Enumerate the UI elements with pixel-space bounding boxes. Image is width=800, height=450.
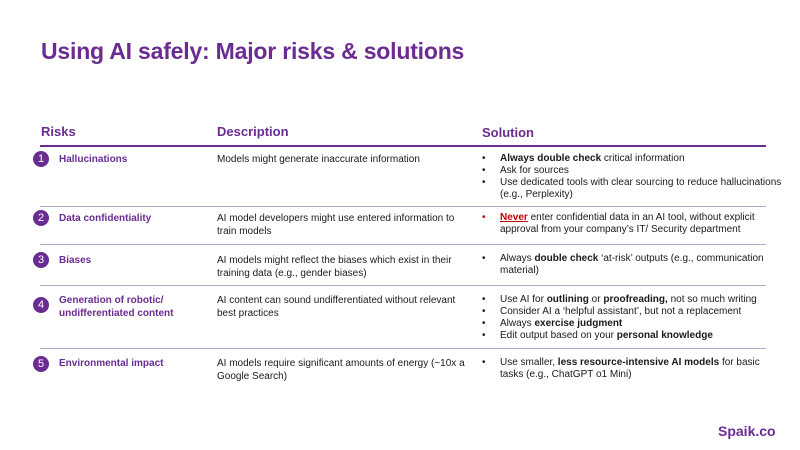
solution-list bbox=[482, 153, 782, 201]
solution-list bbox=[482, 212, 782, 236]
solution-item: • Always exercise judgment bbox=[482, 318, 782, 330]
risk-name: Data confidentiality bbox=[59, 213, 152, 224]
solution-item: • Always double check ‘at-risk’ outputs (e.g., communication material) bbox=[482, 253, 782, 277]
solution-column-header: Solution bbox=[482, 125, 534, 140]
solution-item: • Edit output based on your personal knowledge bbox=[482, 330, 782, 342]
solution-list bbox=[482, 357, 782, 381]
risk-name: Biases bbox=[59, 255, 92, 266]
header-divider bbox=[40, 145, 766, 147]
solution-item: • Always double check critical information bbox=[482, 153, 782, 165]
risks-column-header: Risks bbox=[41, 124, 76, 139]
number-badge: 3 bbox=[33, 252, 49, 268]
solution-item: • Ask for sources bbox=[482, 165, 782, 177]
risk-description: Models might generate inaccurate information bbox=[217, 154, 420, 165]
row-divider bbox=[40, 348, 766, 349]
page-title: Using AI safely: Major risks & solutions bbox=[41, 38, 465, 64]
solution-item: • Use dedicated tools with clear sourcing to reduce hallucinations (e.g., Perplexity) bbox=[482, 177, 782, 201]
solution-list bbox=[482, 253, 782, 277]
number-badge: 5 bbox=[33, 356, 49, 372]
risk-description: AI content can sound undifferentiated without relevant best practices bbox=[217, 295, 456, 319]
risk-description: AI model developers might use entered information to train models bbox=[217, 213, 455, 237]
solution-item: • Never enter confidential data in an AI tool, without explicit approval from your company’s IT/ Security department bbox=[482, 212, 782, 236]
number-badge: 2 bbox=[33, 210, 49, 226]
row-divider bbox=[40, 285, 766, 286]
description-column-header: Description bbox=[217, 124, 289, 139]
solution-item: • Use AI for outlining or proofreading, not so much writing bbox=[482, 294, 782, 306]
brand-logo-text: Spaik.co bbox=[718, 423, 776, 439]
risk-name: Environmental impact bbox=[59, 358, 164, 369]
risk-description: AI models might reflect the biases which exist in their training data (e.g., gender biases) bbox=[217, 255, 452, 279]
solution-item: • Consider AI a ‘helpful assistant’, but not a replacement bbox=[482, 306, 782, 318]
risk-name: Hallucinations bbox=[59, 154, 128, 165]
risk-name: Generation of robotic/ undifferentiated content bbox=[59, 295, 174, 319]
number-badge: 4 bbox=[33, 297, 49, 313]
number-badge: 1 bbox=[33, 151, 49, 167]
solution-list bbox=[482, 294, 782, 342]
row-divider bbox=[40, 206, 766, 207]
row-divider bbox=[40, 244, 766, 245]
solution-item: • Use smaller, less resource-intensive AI models for basic tasks (e.g., ChatGPT o1 Mini) bbox=[482, 357, 782, 381]
risk-description: AI models require significant amounts of energy (~10x a Google Search) bbox=[217, 358, 465, 382]
